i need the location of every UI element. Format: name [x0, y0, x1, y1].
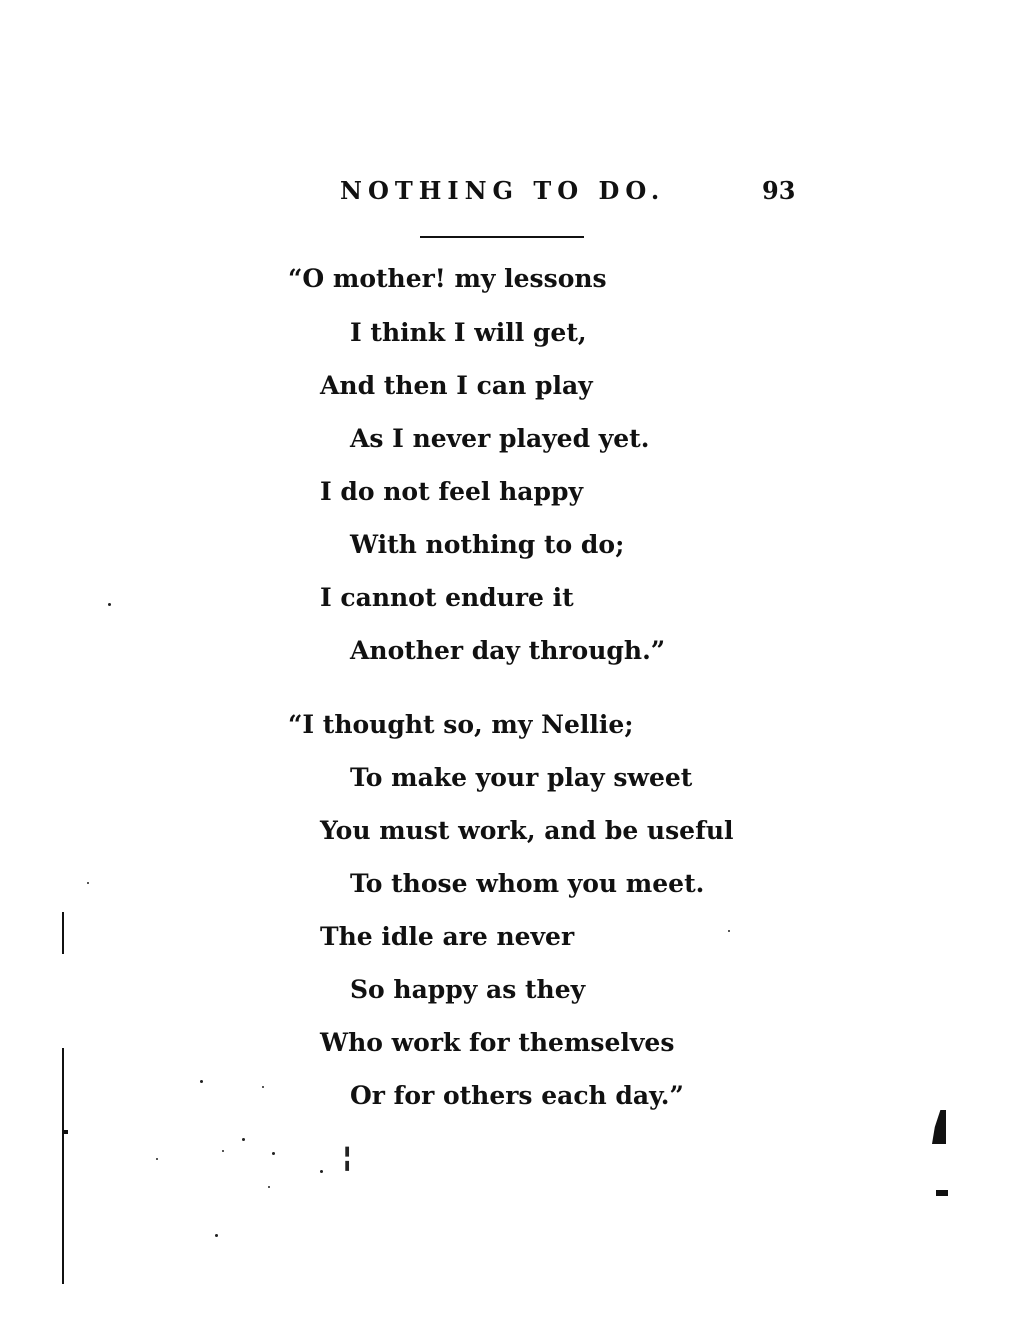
poem-line: To make your play sweet [350, 763, 693, 792]
poem-line: As I never played yet. [350, 424, 650, 453]
poem-line: I cannot endure it [320, 583, 574, 612]
scan-speck [262, 1086, 264, 1088]
scan-speck [215, 1234, 218, 1237]
poem-line: “I thought so, my Nellie; [288, 710, 634, 739]
scan-speck [268, 1186, 270, 1188]
poem-line: Or for others each day.” [350, 1081, 684, 1110]
scan-speck [200, 1080, 203, 1083]
poem-line: So happy as they [350, 975, 586, 1004]
scan-speck [728, 930, 730, 932]
scan-edge-mark [936, 1190, 948, 1196]
poem-line: I think I will get, [350, 318, 587, 347]
poem-line: And then I can play [320, 371, 593, 400]
poem-line: Who work for themselves [320, 1028, 675, 1057]
poem-line: The idle are never [320, 922, 575, 951]
poem-line: You must work, and be useful [320, 816, 734, 845]
header-rule [420, 236, 584, 238]
poem-line: With nothing to do; [350, 530, 625, 559]
scan-edge-mark [62, 1130, 68, 1134]
poem-line: Another day through.” [350, 636, 666, 665]
scan-edge-mark [62, 912, 64, 954]
poem-line: “O mother! my lessons [288, 264, 607, 293]
scan-speck [87, 882, 89, 884]
scan-speck [156, 1158, 158, 1160]
scan-speck [222, 1150, 224, 1152]
scan-smudge: ╏ [340, 1144, 355, 1173]
running-title: NOTHING TO DO. [340, 176, 666, 205]
scan-speck [272, 1152, 275, 1155]
poem-line: To those whom you meet. [350, 869, 705, 898]
poem-line: I do not feel happy [320, 477, 583, 506]
scan-edge-mark [62, 1048, 64, 1284]
scan-edge-mark [932, 1110, 946, 1144]
scan-speck [320, 1170, 323, 1173]
scan-speck [242, 1138, 245, 1141]
page-number: 93 [762, 176, 796, 205]
scan-speck [108, 603, 111, 606]
